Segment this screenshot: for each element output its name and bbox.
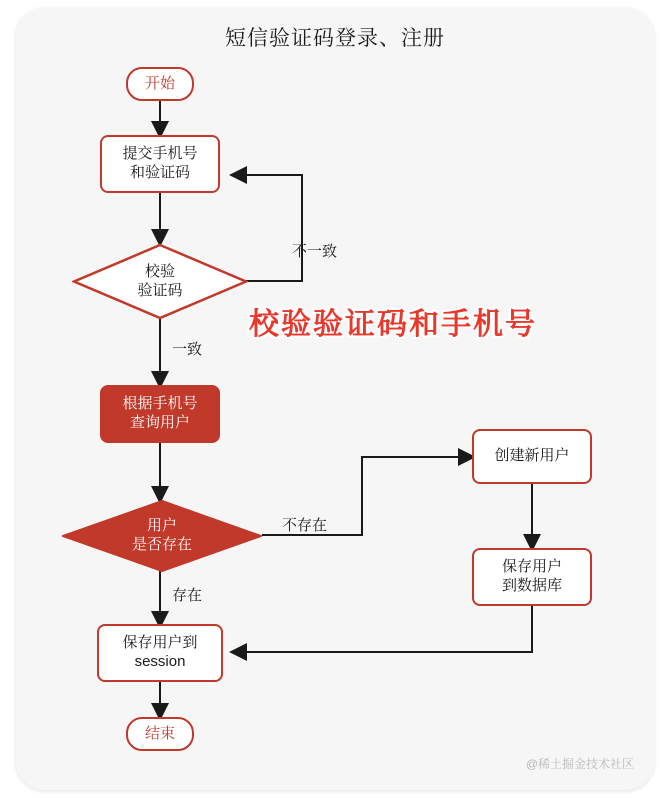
edge-label-exists: 存在 [172, 587, 203, 604]
node-start [126, 67, 194, 101]
edge-label-not-exists: 不存在 [282, 517, 328, 534]
node-user-exists-line2: 是否存在 [131, 536, 192, 553]
node-start-label: 开始 [144, 74, 175, 92]
node-verify-line1: 校验 [144, 262, 175, 280]
node-submit-line2: 和验证码 [129, 164, 190, 181]
node-query [100, 385, 220, 443]
diagram-title: 短信验证码登录、注册 [225, 27, 445, 50]
node-save-db-line1: 保存用户 [501, 558, 562, 576]
node-verify [72, 243, 248, 320]
edge-label-match: 一致 [172, 341, 203, 358]
node-verify-labels [72, 243, 248, 320]
node-user-exists-line1: 用户 [146, 517, 177, 535]
node-user-exists-labels [62, 500, 262, 572]
node-save-db-line2: 到数据库 [501, 577, 562, 594]
node-save-session [97, 624, 223, 682]
node-end [126, 717, 194, 751]
node-submit-line1: 提交手机号 [122, 145, 198, 163]
watermark: @稀土掘金技术社区 [525, 757, 634, 771]
callout-text: 校验验证码和手机号 [249, 308, 537, 341]
edge-label-mismatch: 不一致 [292, 243, 338, 260]
node-end-label: 结束 [144, 724, 175, 742]
node-submit [100, 135, 220, 193]
node-save-session-line2: session [134, 653, 186, 670]
node-query-line1: 根据手机号 [122, 395, 198, 413]
node-create-user [472, 429, 592, 484]
node-user-exists [62, 500, 262, 572]
node-save-db [472, 548, 592, 606]
node-create-user-label: 创建新用户 [494, 447, 570, 465]
node-save-session-line1: 保存用户到 [122, 634, 198, 652]
node-query-line2: 查询用户 [129, 414, 190, 431]
node-verify-line2: 验证码 [137, 281, 183, 299]
